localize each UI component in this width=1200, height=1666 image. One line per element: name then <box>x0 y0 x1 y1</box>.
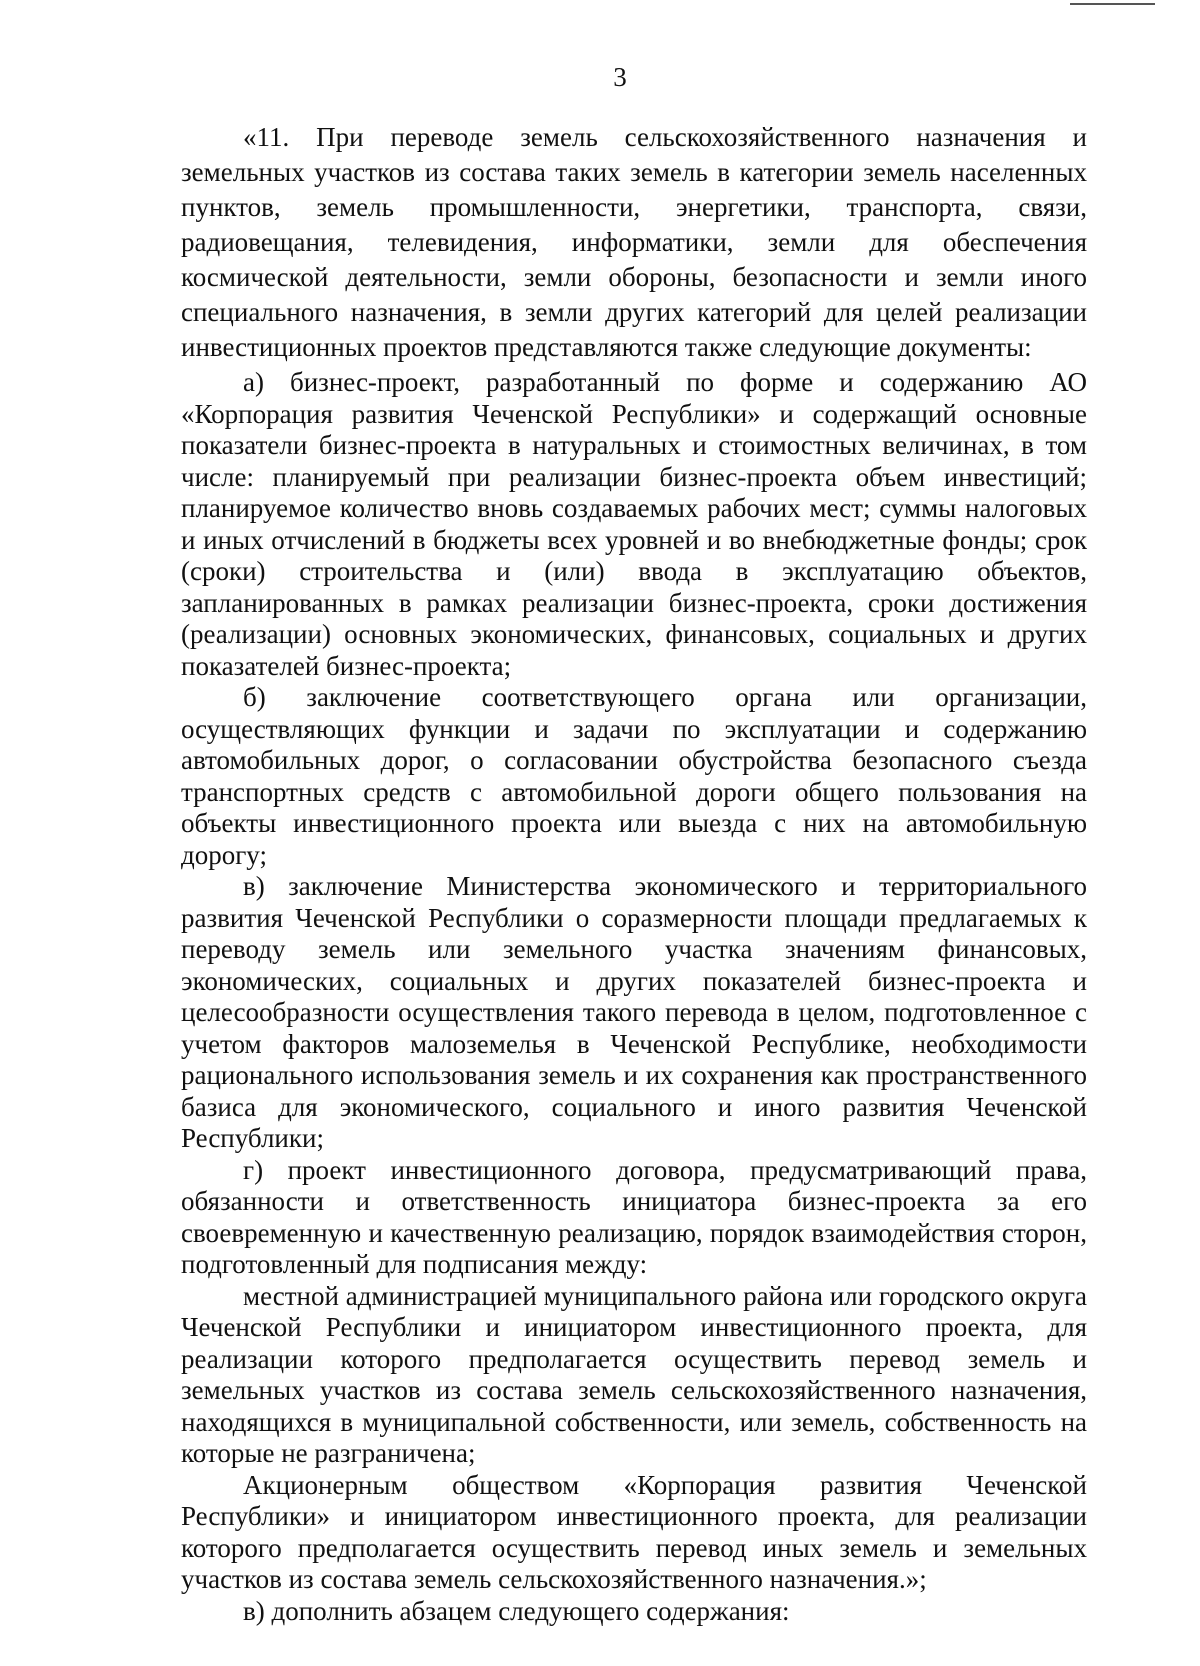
paragraph-item-b: б) заключение соответствующего органа или организации, осуществляющих функции и задачи по эксплуатации и содержанию автомобильных дорог, о согласовании обустройства безопасного съезда транспортных средств с автомобильной дороги общего пользования на объекты инвестиционного проекта или выезда с них на автомобильную дорогу; <box>181 682 1087 870</box>
paragraph-amendment-v: в) дополнить абзацем следующего содержания: <box>243 1595 790 1626</box>
document-body <box>181 120 1087 1627</box>
paragraph-item-a: а) бизнес-проект, разработанный по форме и содержанию АО «Корпорация развития Чеченской Республики» и содержащий основные показатели бизнес-проекта в натуральных и стоимостных величинах, в том числе: планируемый при реализации бизнес-проекта объем инвестиций; планируемое количество вновь создаваемых рабочих мест; суммы налоговых и иных отчислений в бюджеты всех уровней и во внебюджетные фонды; срок (сроки) строительства и (или) ввода в эксплуатацию объектов, запланированных в рамках реализации бизнес-проекта, сроки достижения (реализации) основных экономических, финансовых, социальных и других показателей бизнес-проекта; <box>181 367 1087 681</box>
page-number: 3 <box>613 62 627 92</box>
paragraph-item-g: г) проект инвестиционного договора, предусматривающий права, обязанности и ответственность инициатора бизнес-проекта за его своевременную и качественную реализацию, порядок взаимодействия сторон, подготовленный для подписания между: <box>181 1154 1087 1279</box>
top-edge-mark <box>1070 3 1155 5</box>
paragraph-item-v: в) заключение Министерства экономического и территориального развития Чеченской Республики о соразмерности площади предлагаемых к переводу земель или земельного участка значениям финансовых, экономических, социальных и других показателей бизнес-проекта и целесообразности осуществления такого перевода в целом, подготовленное с учетом факторов малоземелья в Чеченской Республике, необходимости рационального использования земель и их сохранения как пространственного базиса для экономического, социального и иного развития Чеченской Республики; <box>181 871 1087 1153</box>
paragraph-joint-stock-company: Акционерным обществом «Корпорация развития Чеченской Республики» и инициатором инвестиционного проекта, для реализации которого предполагается осуществить перевод иных земель и земельных участков из состава земель сельскохозяйственного назначения.»; <box>181 1469 1087 1594</box>
paragraph-local-administration: местной администрацией муниципального района или городского округа Чеченской Республики и инициатором инвестиционного проекта, для реализации которого предполагается осуществить перевод земель и земельных участков из состава земель сельскохозяйственного назначения, находящихся в муниципальной собственности, или земель, собственность на которые не разграничена; <box>181 1280 1087 1468</box>
paragraph-clause-11: «11. При переводе земель сельскохозяйственного назначения и земельных участков из состава таких земель в категории земель населенных пунктов, земель промышленности, энергетики, транспорта, связи, радиовещания, телевидения, информатики, земли для обеспечения космической деятельности, земли обороны, безопасности и земли иного специального назначения, в земли других категорий для целей реализации инвестиционных проектов представляются также следующие документы: <box>181 122 1087 362</box>
